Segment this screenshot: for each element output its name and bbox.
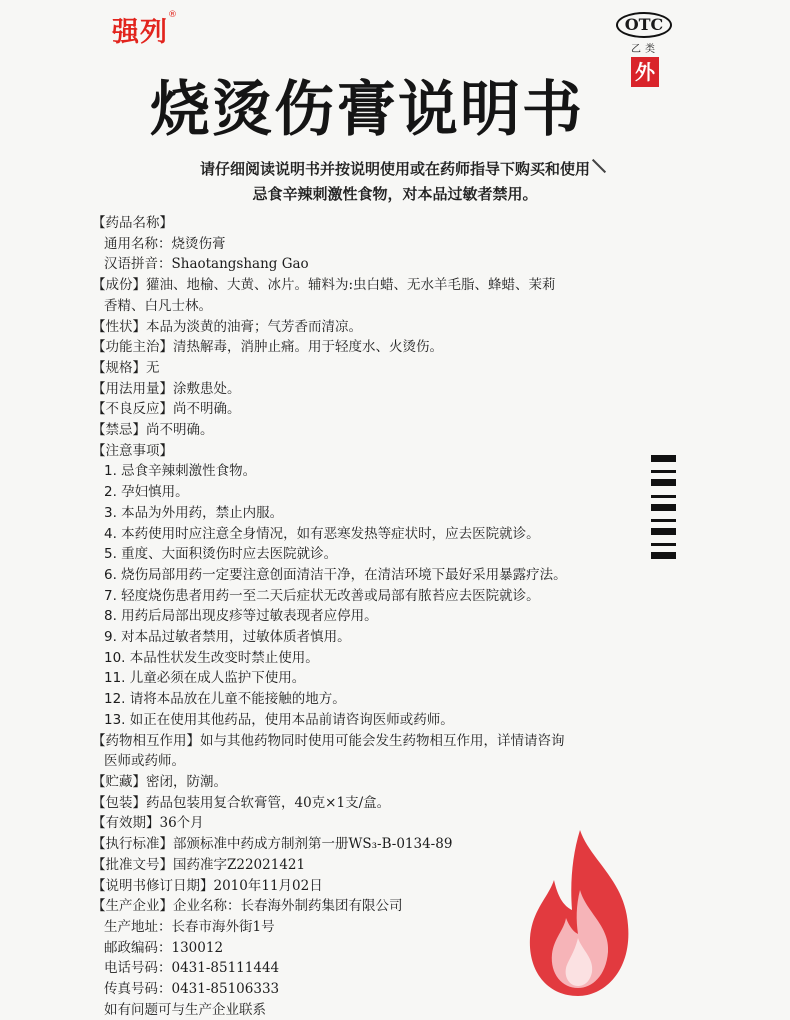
standard: 【执行标准】部颁标准中药成方制剂第一册WS₃-B-0134-89 (92, 836, 453, 853)
registered-mark: ® (168, 10, 178, 20)
precaution-item: 7. 轻度烧伤患者用药一至二天后症状无改善或局部有脓苔应去医院就诊。 (104, 587, 540, 604)
drug-name-header: 【药品名称】 (92, 215, 173, 231)
phone: 电话号码：0431-85111444 (104, 960, 280, 977)
precaution-item: 9. 对本品过敏者禁用，过敏体质者慎用。 (104, 629, 351, 646)
description: 【性状】本品为淡黄的油膏；气芳香而清凉。 (92, 318, 362, 335)
address: 生产地址：长春市海外街1号 (104, 918, 275, 935)
precaution-item: 5. 重度、大面积烫伤时应去医院就诊。 (104, 546, 338, 563)
precaution-item: 8. 用药后局部出现皮疹等过敏表现者应停用。 (104, 608, 378, 625)
specification: 【规格】无 (92, 359, 160, 376)
precautions-header: 【注意事项】 (92, 442, 173, 459)
braille-barcode (651, 455, 676, 559)
pinyin-name: 汉语拼音：Shaotangshang Gao (104, 256, 309, 273)
brand-name: 强列 (112, 17, 168, 48)
precaution-item: 10. 本品性状发生改变时禁止使用。 (104, 649, 319, 666)
otc-category: 外 (631, 57, 659, 87)
precaution-item: 1. 忌食辛辣刺激性食物。 (104, 463, 257, 480)
notice-line: 忌食辛辣刺激性食物，对本品过敏者禁用。 (252, 185, 538, 203)
package: 【包装】药品包装用复合软膏管，40克×1支/盒。 (92, 794, 391, 811)
precaution-item: 12. 请将本品放在儿童不能接触的地方。 (104, 691, 346, 708)
storage: 【贮藏】密闭，防潮。 (92, 773, 227, 790)
ingredients: 【成份】獾油、地榆、大黄、冰片。辅料为:虫白蜡、无水羊毛脂、蜂蜡、茉莉 (92, 277, 556, 294)
flame-icon (520, 820, 640, 1000)
precaution-item: 3. 本品为外用药，禁止内服。 (104, 504, 284, 521)
precaution-item: 4. 本药使用时应注意全身情况，如有恶寒发热等症状时，应去医院就诊。 (104, 525, 540, 542)
indications: 【功能主治】清热解毒，消肿止痛。用于轻度水、火烫伤。 (92, 339, 443, 356)
usage-notice (0, 157, 790, 207)
precaution-item: 11. 儿童必须在成人监护下使用。 (104, 670, 306, 687)
dosage: 【用法用量】涂敷患处。 (92, 380, 241, 397)
precaution-item: 2. 孕妇慎用。 (104, 484, 189, 501)
approval-number: 【批准文号】国药准字Z22021421 (92, 856, 306, 873)
notice-line: 请仔细阅读说明书并按说明使用或在药师指导下购买和使用 (199, 160, 590, 178)
manufacturer: 【生产企业】企业名称：长春海外制药集团有限公司 (92, 898, 403, 915)
adverse-reactions: 【不良反应】尚不明确。 (92, 401, 241, 418)
page-title: 烧烫伤膏说明书 (150, 75, 584, 145)
revision-date: 【说明书修订日期】2010年11月02日 (92, 877, 323, 894)
brand-logo (112, 10, 178, 49)
otc-class: 乙类 (631, 44, 659, 55)
contact-note: 如有问题可与生产企业联系 (104, 1001, 266, 1018)
fax: 传真号码：0431-85106333 (104, 981, 280, 998)
generic-name: 通用名称：烧烫伤膏 (104, 235, 226, 252)
precaution-item: 13. 如正在使用其他药品，使用本品前请咨询医师或药师。 (104, 711, 454, 728)
ingredients-cont: 香精、白凡士林。 (104, 297, 212, 314)
drug-interactions-cont: 医师或药师。 (104, 753, 185, 770)
precaution-item: 6. 烧伤局部用药一定要注意创面清洁干净，在清洁环境下最好采用暴露疗法。 (104, 566, 567, 583)
otc-label: OTC (616, 12, 672, 38)
postcode: 邮政编码：130012 (104, 939, 224, 956)
validity: 【有效期】36个月 (92, 815, 204, 832)
drug-interactions: 【药物相互作用】如与其他药物同时使用可能会发生药物相互作用，详情请咨询 (92, 732, 565, 749)
contraindications: 【禁忌】尚不明确。 (92, 422, 214, 439)
